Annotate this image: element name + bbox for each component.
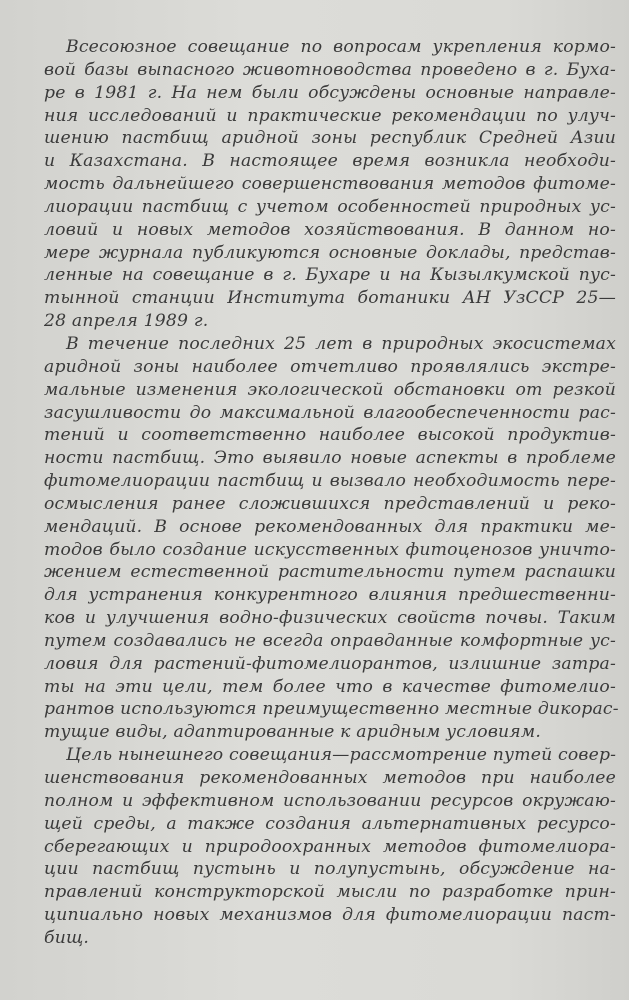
text-line: Цель нынешнего совещания—рассмотрение путей совер- (66, 745, 617, 766)
text-line: шению пастбищ аридной зоны республик Средней Азии (44, 128, 616, 149)
text-line: тодов было создание искусственных фитоценозов уничто- (44, 539, 616, 560)
text-line: ловий и новых методов хозяйствования. В данном но- (44, 219, 616, 240)
text-line: тущие виды, адаптированные к аридным условиям. (44, 722, 541, 743)
text-line: жением естественной растительности путем распашки (44, 562, 616, 583)
document-page (44, 36, 619, 950)
text-line: Всесоюзное совещание по вопросам укрепления кормо- (66, 37, 616, 57)
text-line: ленные на совещание в г. Бухаре и на Кызылкумской пус- (44, 265, 616, 286)
text-line: сберегающих и природоохранных методов фитомелиора- (44, 836, 616, 857)
paragraph (44, 36, 616, 333)
text-line: ния исследований и практические рекомендации по улуч- (44, 105, 616, 126)
text-line: тений и соответственно наиболее высокой продуктив- (44, 425, 616, 446)
text-line: лиорации пастбищ с учетом особенностей природных ус- (44, 196, 616, 217)
text-line: ципиально новых механизмов для фитомелиорации паст- (44, 905, 616, 926)
text-line: аридной зоны наиболее отчетливо проявлялись экстре- (44, 356, 616, 377)
text-line: правлений конструкторской мысли по разработке прин- (44, 882, 616, 903)
text-line: ности пастбищ. Это выявило новые аспекты в проблеме (44, 448, 616, 469)
text-line: путем создавались не всегда оправданные комфортные ус- (44, 630, 616, 651)
text-line: шенствования рекомендованных методов при наиболее (44, 768, 616, 788)
text-line: рантов используются преимущественно местные дикорас- (44, 699, 619, 720)
text-line: бищ. (44, 927, 90, 948)
text-line: щей среды, а также создания альтернативных ресурсо- (44, 813, 616, 834)
text-line: и Казахстана. В настоящее время возникла необходи- (44, 151, 616, 172)
paragraph (44, 333, 619, 744)
text-line: засушливости до максимальной влагообеспеченности рас- (44, 402, 616, 423)
text-line: ре в 1981 г. На нем были обсуждены основные направле- (44, 82, 616, 103)
paragraph (44, 744, 616, 950)
text-line: мере журнала публикуются основные доклады, представ- (44, 242, 616, 263)
text-line: ции пастбищ пустынь и полупустынь, обсуждение на- (44, 859, 616, 880)
text-line: ты на эти цели, тем более что в качестве фитомелио- (44, 676, 616, 697)
text-line: полном и эффективном использовании ресурсов окружаю- (44, 790, 616, 811)
text-line: ловия для растений-фитомелиорантов, излишние затра- (44, 653, 616, 674)
text-line: мость дальнейшего совершенствования методов фитоме- (44, 174, 616, 195)
text-line: осмысления ранее сложившихся представлений и реко- (44, 493, 616, 514)
text-line: ков и улучшения водно-физических свойств почвы. Таким (44, 608, 616, 629)
text-line: вой базы выпасного животноводства проведено в г. Буха- (44, 59, 616, 80)
text-line: для устранения конкурентного влияния предшественни- (44, 585, 616, 606)
text-line: фитомелиорации пастбищ и вызвало необходимость пере- (44, 471, 616, 492)
text-line: тынной станции Института ботаники АН УзССР 25— (44, 288, 616, 309)
text-line: 28 апреля 1989 г. (44, 311, 209, 332)
text-line: В течение последних 25 лет в природных экосистемах (66, 333, 616, 354)
text-line: мендаций. В основе рекомендованных для практики ме- (44, 516, 616, 537)
text-line: мальные изменения экологической обстановки от резкой (44, 379, 616, 400)
